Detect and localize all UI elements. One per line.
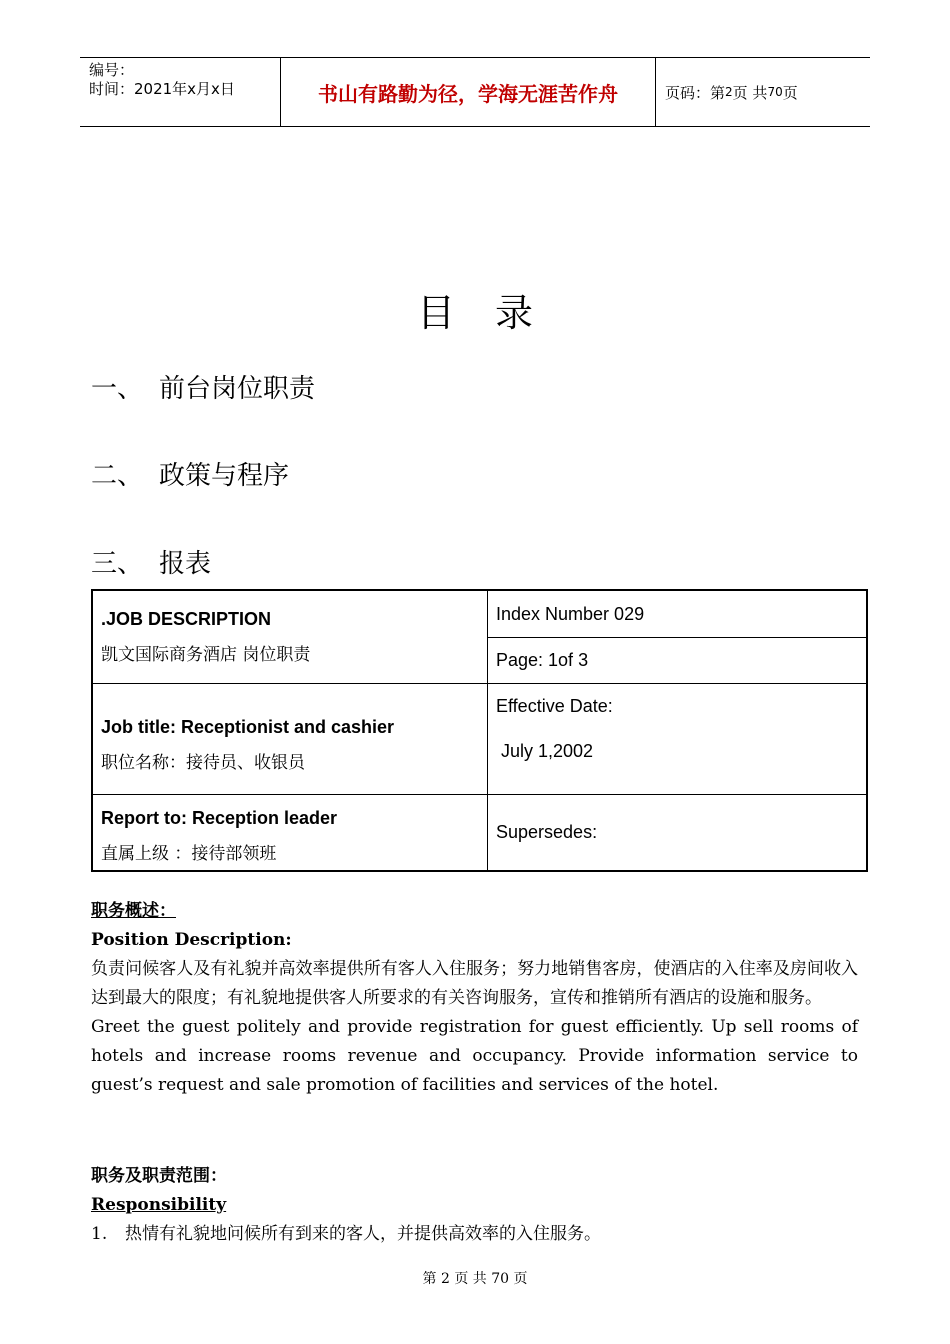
header-motto: 书山有路勤为径，学海无涯苦作舟 [280,58,656,126]
position-heading-en: Position Description: [91,930,292,950]
footer-page-number: 2 [440,1271,450,1287]
position-heading-cn: 职务概述： [91,901,176,921]
toc-item [91,455,289,492]
toc-title: 目录 [416,291,573,335]
responsibility-heading-en: Responsibility [91,1195,227,1215]
index-number: Index Number 029 [496,604,645,624]
header-page-prefix: 页码：第 [665,83,726,102]
toc-item-number: 一、 [91,374,144,404]
page-footer [0,1268,950,1288]
toc-item-label: 报表 [159,549,212,579]
list-item [91,1220,858,1249]
position-section [91,897,858,1100]
job-description-cn: 凯文国际商务酒店 岗位职责 [101,645,311,665]
job-title-cn: 职位名称：接待员、收银员 [101,752,305,773]
effective-date-label: Effective Date: [496,695,613,716]
list-item-text: 热情有礼貌地问候所有到来的客人，并提供高效率的入住服务。 [125,1224,601,1244]
footer-suffix: 页 [513,1271,528,1287]
header-page-number: 2 [725,85,733,99]
supersedes-cell [488,794,868,871]
effective-date-value: July 1,2002 [501,740,594,761]
footer-prefix: 第 [422,1271,437,1287]
job-description-en: .JOB DESCRIPTION [101,609,272,629]
header-meta [80,58,280,126]
header-time-label: 时间：2021年x月x日 [89,80,235,98]
header-page-mid: 页 共 [732,83,768,102]
index-number-cell [488,590,868,637]
report-to-cell [92,794,488,871]
toc-item-number: 二、 [91,461,144,491]
page-cell [488,637,868,683]
report-to-en: Report to: Reception leader [101,807,338,828]
header-number-label: 编号： [89,61,135,79]
table-page-number: Page: 1of 3 [496,649,589,670]
report-to-cn: 直属上级 ：接待部领班 [101,843,277,864]
job-description-cell [92,590,488,683]
header-page-suffix: 页 [782,83,798,102]
header-page-info [656,58,870,126]
supersedes-label: Supersedes: [496,821,598,842]
responsibility-heading-cn: 职务及职责范围： [91,1166,227,1186]
job-title-en: Job title: Receptionist and cashier [101,716,395,737]
effective-date-cell [488,683,868,794]
toc-item-number: 三、 [91,549,144,579]
toc-item-label: 前台岗位职责 [159,374,316,404]
page-header [80,57,870,127]
position-text-en: Greet the guest politely and provide registration for guest efficiently. Up sell rooms of hotels and increase rooms revenue and occupancy. Provide information service to guest’s request and sale promotion of facilities and services of the hotel. [91,1017,858,1095]
responsibility-section [91,1162,858,1249]
position-text-cn: 负责问候客人及有礼貌并高效率提供所有客人入住服务；努力地销售客房，使酒店的入住率及房间收入达到最大的限度；有礼貌地提供客人所要求的有关咨询服务，宣传和推销所有酒店的设施和服务。 [91,959,858,1008]
job-title-cell [92,683,488,794]
list-item-number: 1. [91,1224,108,1244]
toc-item [91,368,315,405]
toc-item-label: 政策与程序 [159,461,290,491]
job-description-table [91,589,868,872]
header-page-total: 70 [767,85,783,99]
toc-item [91,543,211,580]
footer-mid: 页 共 [454,1271,487,1287]
footer-page-total: 70 [491,1271,510,1287]
